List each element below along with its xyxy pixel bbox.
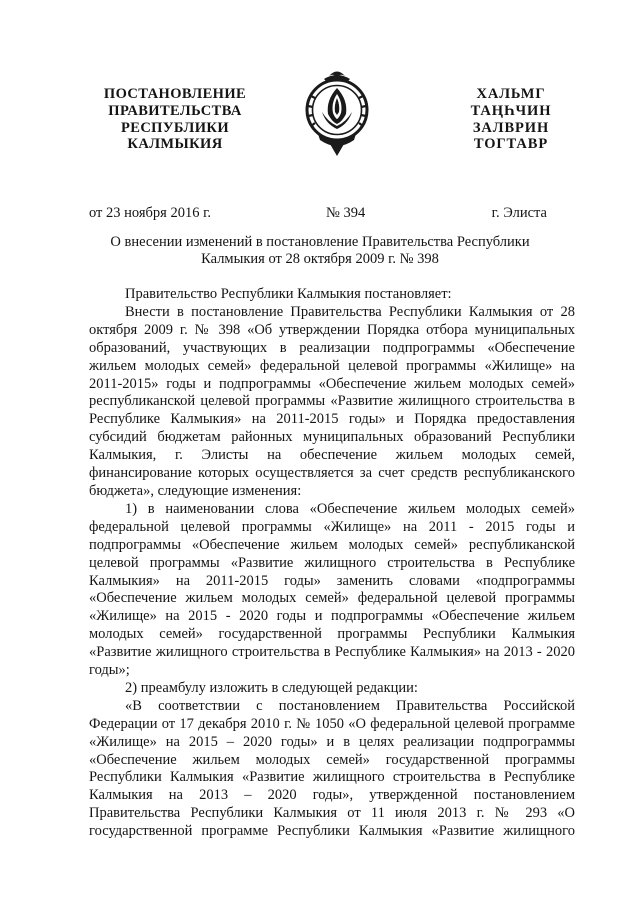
- body-line: государственной программе Республики Калмыкия «Развитие жилищного: [89, 823, 575, 840]
- intro-paragraph: Правительство Республики Калмыкия постановляет:: [125, 286, 452, 302]
- body-line: Калмыкия, г. Элисты на обеспечение жильем молодых семей,: [89, 447, 575, 464]
- header-right-line: ТАҢҺЧИН: [470, 102, 552, 119]
- document-body: [89, 286, 575, 841]
- body-line: «В соответствии с постановлением Правительства Российской: [125, 697, 575, 714]
- body-line: октября 2009 г. № 398 «Об утверждении Порядка отбора муниципальных: [89, 321, 575, 338]
- body-line: молодых семей» государственной программы Республики Калмыкия: [89, 626, 575, 643]
- coat-of-arms-emblem: [302, 66, 372, 158]
- body-line: «Обеспечение жильем молодых семей» государственной программы: [89, 751, 575, 768]
- body-line: Федерации от 17 декабря 2010 г. № 1050 «О федеральной целевой программе: [89, 715, 575, 732]
- body-line: целевой программы «Развитие жилищного строительства в Республике: [89, 554, 575, 571]
- body-line: «Обеспечение жильем молодых семей» федеральной целевой программы: [89, 590, 575, 607]
- body-line: образований, участвующих в реализации подпрограммы «Обеспечение: [89, 339, 575, 356]
- body-line: Правительства Республики Калмыкия от 11 июля 2013 г. № 293 «О: [89, 805, 575, 822]
- header-right-line: ХАЛЬМГ: [476, 86, 546, 102]
- header-right-line: ЗАЛВРИН: [472, 119, 550, 136]
- document-number: № 394: [326, 205, 366, 221]
- body-line: 1) в наименовании слова «Обеспечение жильем молодых семей»: [125, 500, 575, 517]
- header-left-line: ПОСТАНОВЛЕНИЕ: [103, 86, 247, 102]
- body-line: бюджета», следующие изменения:: [89, 482, 302, 499]
- body-line: финансирование которых осуществляется за счет средств республиканского: [89, 465, 575, 482]
- header-right-line: ТОГТАВР: [473, 136, 549, 153]
- document-title: [80, 234, 560, 268]
- body-line: Республике Калмыкия» на 2011-2015 годы» и Порядка предоставления: [89, 411, 575, 428]
- title-line: Калмыкия от 28 октября 2009 г. № 398: [201, 251, 439, 267]
- body-line: Внести в постановление Правительства Республики Калмыкия от 28: [125, 303, 575, 320]
- body-line: Республики Калмыкия «Развитие жилищного строительства в Республике: [89, 769, 575, 786]
- body-line: субсидий бюджетам районных муниципальных образований Республики: [89, 429, 575, 446]
- body-line: 2011-2015» годы и подпрограммы «Обеспечение жильем молодых семей»: [89, 375, 575, 392]
- body-line: Калмыкия» на 2011-2015 годы» заменить словами «подпрограммы: [89, 572, 575, 589]
- body-line: республиканской целевой программы «Развитие жилищного строительства в: [89, 393, 575, 410]
- header-left-line: РЕСПУБЛИКИ: [120, 119, 230, 136]
- document-date: от 23 ноября 2016 г.: [89, 205, 212, 221]
- header-left-line: ПРАВИТЕЛЬСТВА: [108, 102, 242, 119]
- document-place: г. Элиста: [491, 205, 547, 221]
- header-left-ru: [80, 86, 270, 153]
- title-line: О внесении изменений в постановление Правительства Республики: [110, 234, 530, 250]
- body-line: «Жилище» на 2015 – 2020 годы» и в целях реализации подпрограммы: [89, 733, 575, 750]
- body-line: федеральной целевой программы «Жилище» на 2011 - 2015 годы и: [89, 518, 575, 535]
- header-right-xal: [436, 86, 586, 153]
- header-left-line: КАЛМЫКИЯ: [127, 136, 223, 153]
- body-line: подпрограммы «Обеспечение жильем молодых семей» республиканской: [89, 536, 575, 553]
- body-line: 2) преамбулу изложить в следующей редакции:: [125, 679, 418, 696]
- body-line: Калмыкия на 2013 – 2020 годы», утвержденной постановлением: [89, 787, 575, 804]
- body-line: «Жилище» на 2015 - 2020 годы и подпрограммы «Обеспечение жильем: [89, 608, 575, 625]
- body-line: годы»;: [89, 662, 130, 679]
- body-line: «Развитие жилищного строительства в Республике Калмыкия» на 2013 - 2020: [89, 644, 575, 661]
- body-line: жильем молодых семей» федеральной целевой программы «Жилище» на: [89, 357, 575, 374]
